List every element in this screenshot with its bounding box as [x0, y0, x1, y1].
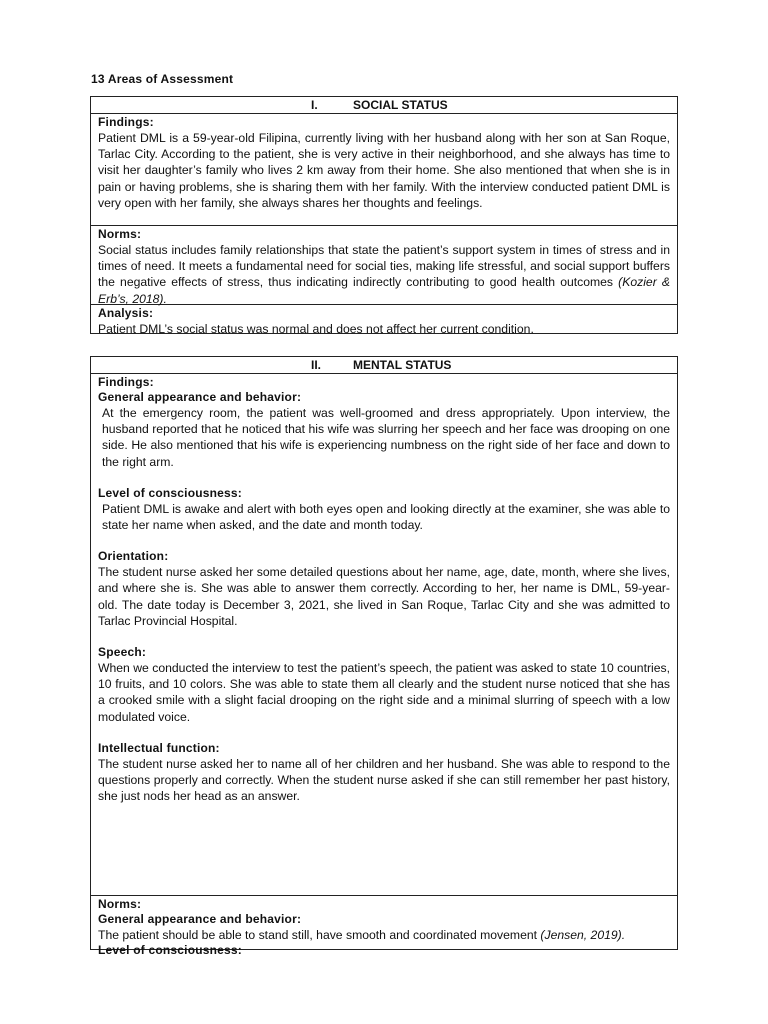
norms-appearance-text	[98, 927, 670, 943]
appearance-text: At the emergency room, the patient was well-groomed and dress appropriately. Upon interview, the husband reported that he noticed that his wife was slurring her speech and her face was drooping on one side. He also mentioned that his wife is experiencing numbness on the right side of her face and down to the right arm.	[102, 406, 670, 469]
norms-citation: (Kozier & Erb’s, 2018).	[98, 275, 670, 306]
intellect-text: The student nurse asked her to name all of her children and her husband. She was able to respond to the questions properly and correctly. When the student nurse asked if she can still remember her past history, she just nods her head as an answer.	[98, 756, 670, 804]
findings-label: Findings:	[98, 115, 154, 129]
mental-norms-cell	[91, 896, 677, 958]
appearance-label: General appearance and behavior:	[98, 390, 302, 404]
norms-label: Norms:	[98, 897, 142, 911]
consciousness-text: Patient DML is awake and alert with both eyes open and looking directly at the examiner, she was able to state her name when asked, and the date and month today.	[102, 501, 670, 533]
norms-label: Norms:	[98, 227, 142, 241]
social-analysis-cell	[91, 305, 677, 334]
social-status-table	[90, 96, 678, 334]
section-number: II.	[311, 358, 322, 372]
social-status-header	[91, 97, 677, 114]
norms-text	[98, 242, 670, 307]
findings-label: Findings:	[98, 375, 154, 389]
mental-status-table	[90, 356, 678, 958]
mental-status-header	[91, 357, 677, 374]
norms-consciousness-label: Level of consciousness:	[98, 943, 242, 958]
orientation-text: The student nurse asked her some detailed questions about her name, age, date, month, where she lives, and where she is. She was able to answer them correctly. According to her, her name is DML, 59-year-old. The date today is December 3, 2021, she lived in San Roque, Tarlac City and she was admitted to Tarlac Provincial Hospital.	[98, 565, 670, 628]
speech-text: When we conducted the interview to test the patient’s speech, the patient was asked to state 10 countries, 10 fruits, and 10 colors. She was able to state them all clearly and the student nurse noticed that she has a crooked smile with a slight facial drooping on the right side and a minimal slurring of speech with a low modulated voice.	[98, 661, 670, 724]
consciousness-label: Level of consciousness:	[98, 485, 242, 500]
norms-appearance-label: General appearance and behavior:	[98, 912, 302, 926]
intellect-label: Intellectual function:	[98, 740, 220, 755]
norms-appearance-body: The patient should be able to stand still, have smooth and coordinated movement	[98, 928, 538, 942]
section-title: SOCIAL STATUS	[353, 98, 448, 112]
section-number: I.	[311, 98, 318, 112]
analysis-text: Patient DML’s social status was normal and does not affect her current condition.	[98, 322, 534, 336]
norms-body: Social status includes family relationships that state the patient’s support system in times of stress and in times of need. It meets a fundamental need for social ties, making life stressful, and social support buffers the negative effects of stress, thus indicating indirectly contributing to good health outcomes	[98, 243, 670, 290]
mental-findings-cell	[91, 374, 677, 896]
social-findings-cell	[91, 114, 677, 226]
analysis-label: Analysis:	[98, 306, 154, 320]
speech-label: Speech:	[98, 645, 147, 660]
norms-appearance-citation: (Jensen, 2019).	[540, 928, 626, 942]
page-title: 13 Areas of Assessment	[91, 72, 234, 86]
section-title: MENTAL STATUS	[353, 358, 452, 372]
orientation-label: Orientation:	[98, 549, 169, 564]
social-norms-cell	[91, 226, 677, 305]
findings-text: Patient DML is a 59-year-old Filipina, currently living with her husband along with her son at San Roque, Tarlac City. According to the patient, she is very active in their neighborhood, and she always has time to visit her daughter’s family who lives 2 km away from their home. She also mentioned that when she is in pain or having problems, she is sharing them with her family. With the interview conducted patient DML is very open with her family, she always shares her thoughts and feelings.	[98, 131, 670, 210]
